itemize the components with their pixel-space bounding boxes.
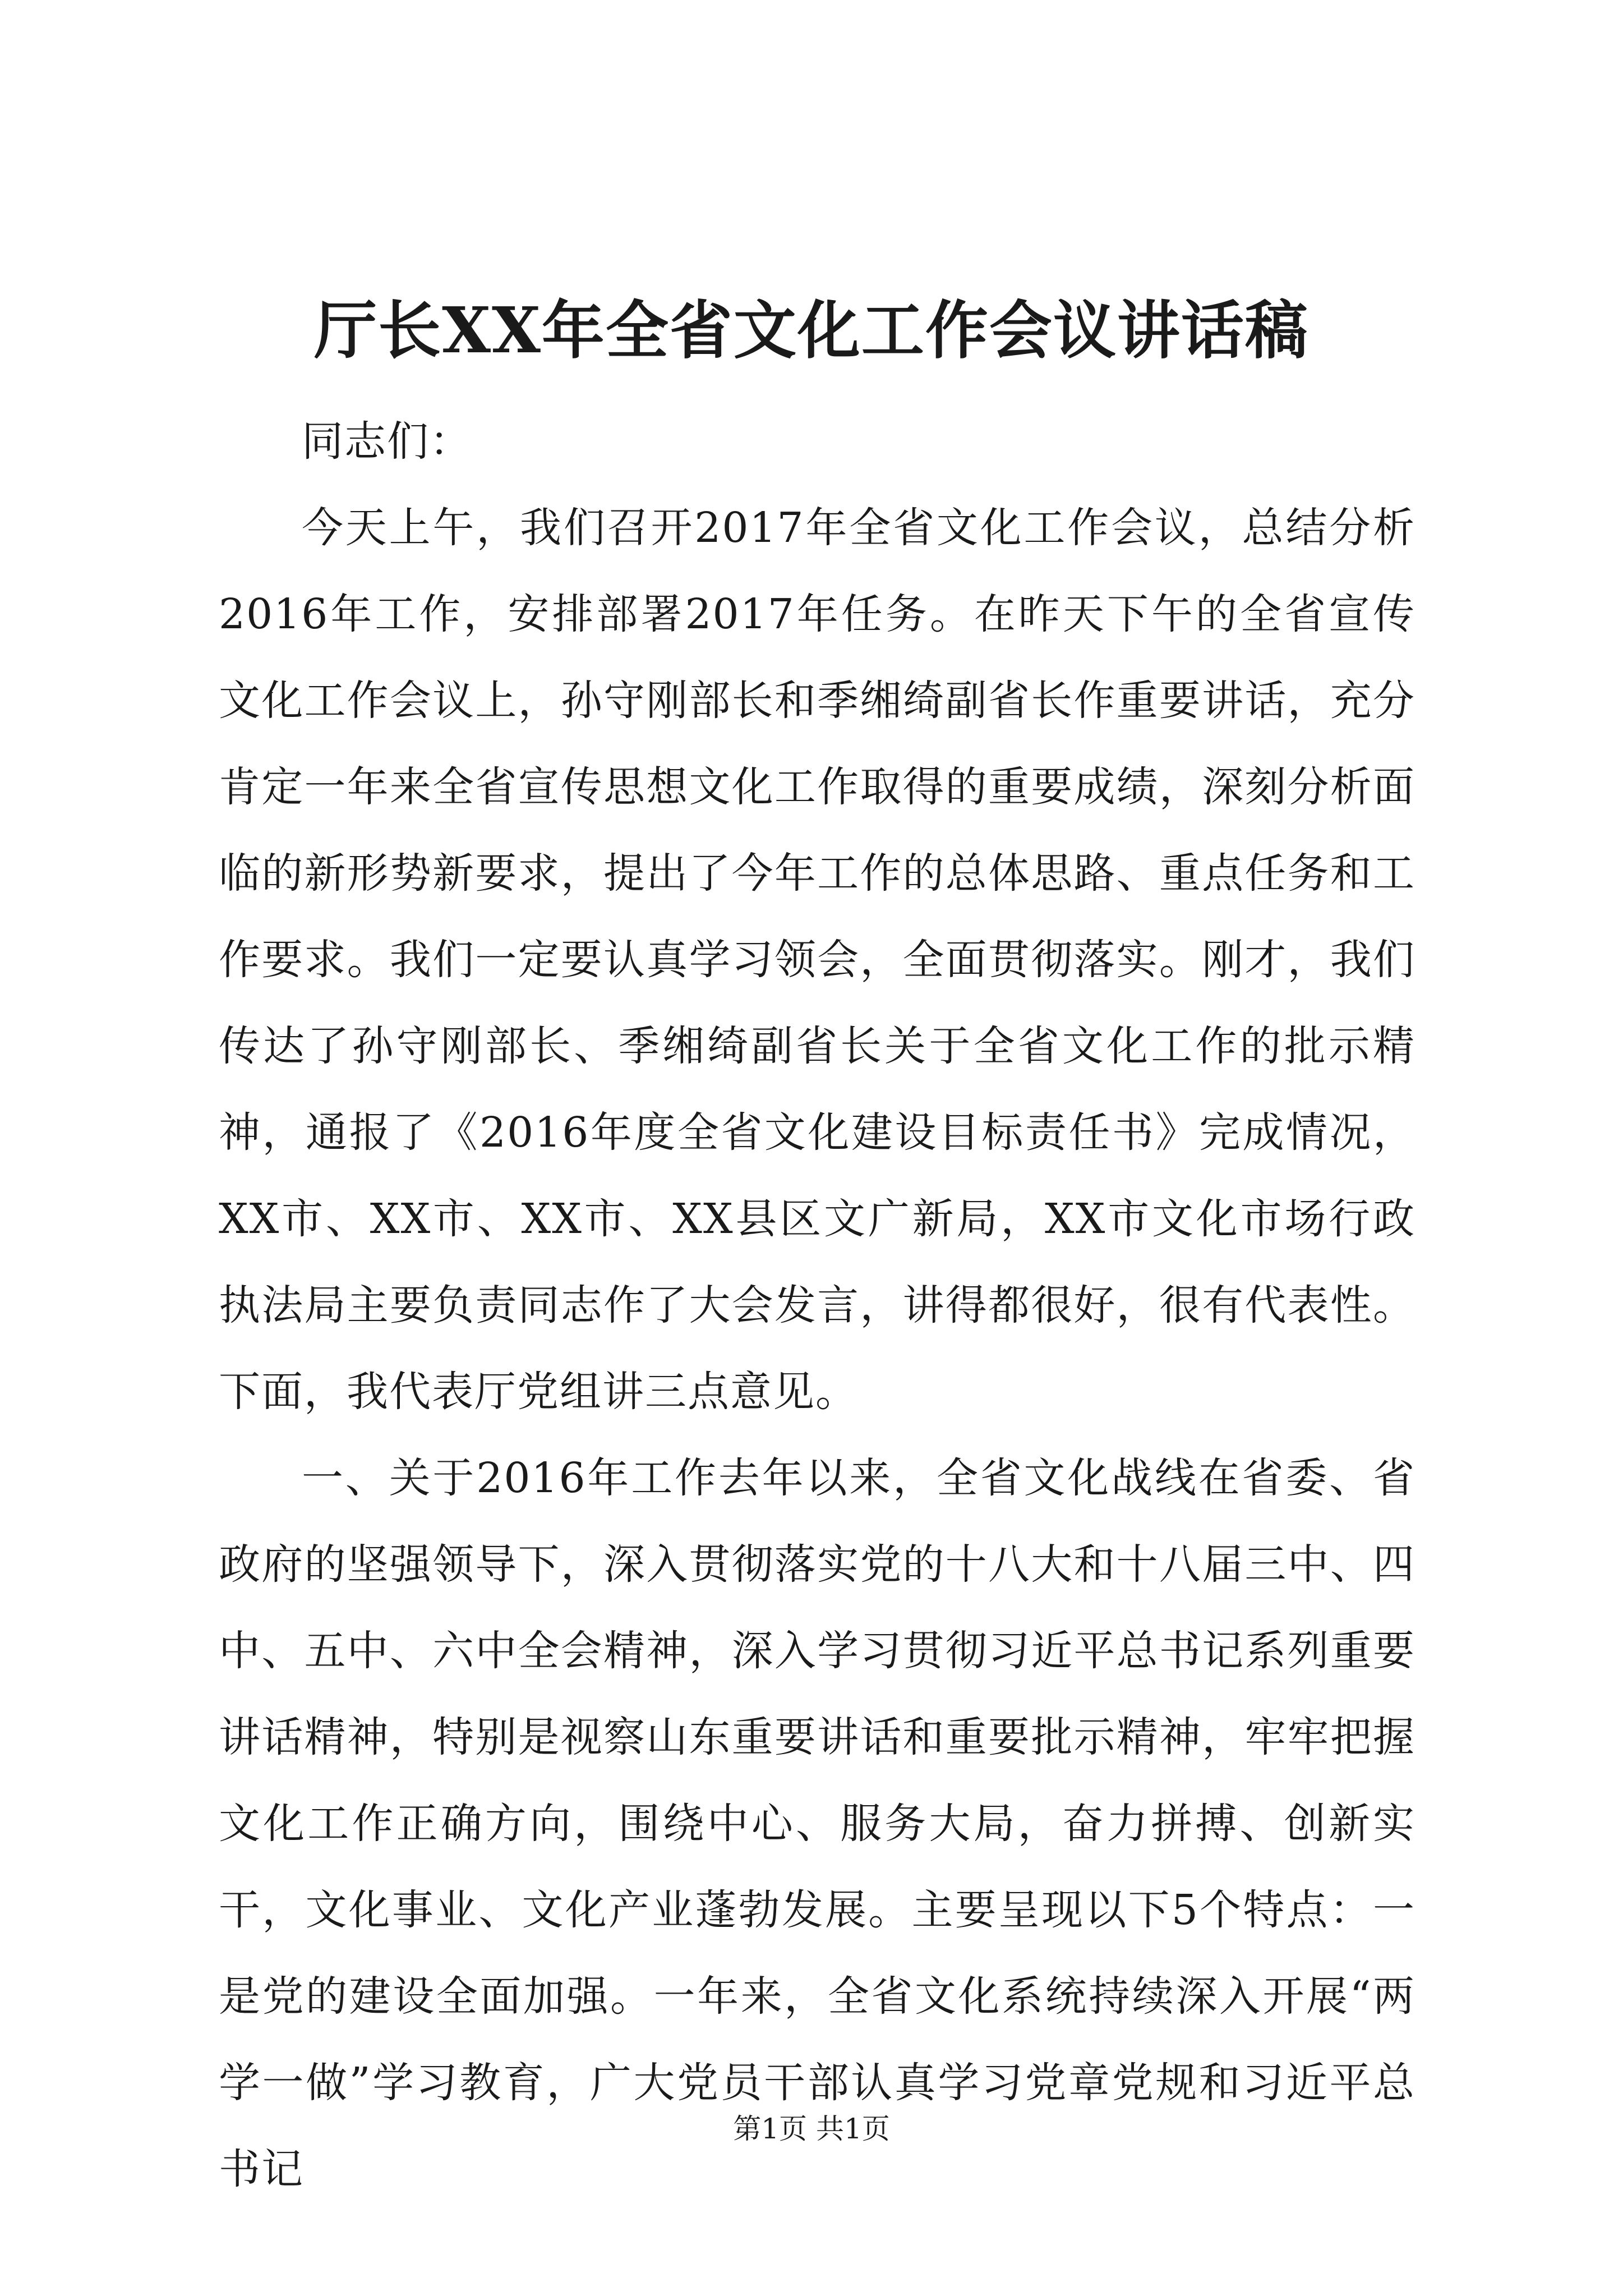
document-body (219, 398, 1415, 2212)
salutation-paragraph: 同志们： (302, 417, 472, 466)
page-number-footer: 第1页 共1页 (733, 2113, 890, 2145)
body-paragraph: 今天上午，我们召开2017年全省文化工作会议，总结分析2016年工作，安排部署2017年任务。在昨天下午的全省宣传文化工作会议上，孙守刚部长和季缃绮副省长作重要讲话，充分肯定一年来全省宣传思想文化工作取得的重要成绩，深刻分析面临的新形势新要求，提出了今年工作的总体思路、重点任务和工作要求。我们一定要认真学习领会，全面贯彻落实。刚才，我们传达了孙守刚部长、季缃绮副省长关于全省文化工作的批示精神，通报了《2016年度全省文化建设目标责任书》完成情况，XX市、XX市、XX市、XX县区文广新局，XX市文化市场行政执法局主要负责同志作了大会发言，讲得都很好，很有代表性。下面，我代表厅党组讲三点意见。 (219, 504, 1415, 1416)
body-paragraph: 一、关于2016年工作去年以来，全省文化战线在省委、省政府的坚强领导下，深入贯彻落实党的十八大和十八届三中、四中、五中、六中全会精神，深入学习贯彻习近平总书记系列重要讲话精神，特别是视察山东重要讲话和重要批示精神，牢牢把握文化工作正确方向，围绕中心、服务大局，奋力拼搏、创新实干，文化事业、文化产业蓬勃发展。主要呈现以下5个特点：一是党的建设全面加强。一年来，全省文化系统持续深入开展“两学一做”学习教育，广大党员干部认真学习党章党规和习近平总书记 (219, 1454, 1415, 2193)
document-title: 厅长XX年全省文化工作会议讲话稿 (314, 294, 1309, 367)
